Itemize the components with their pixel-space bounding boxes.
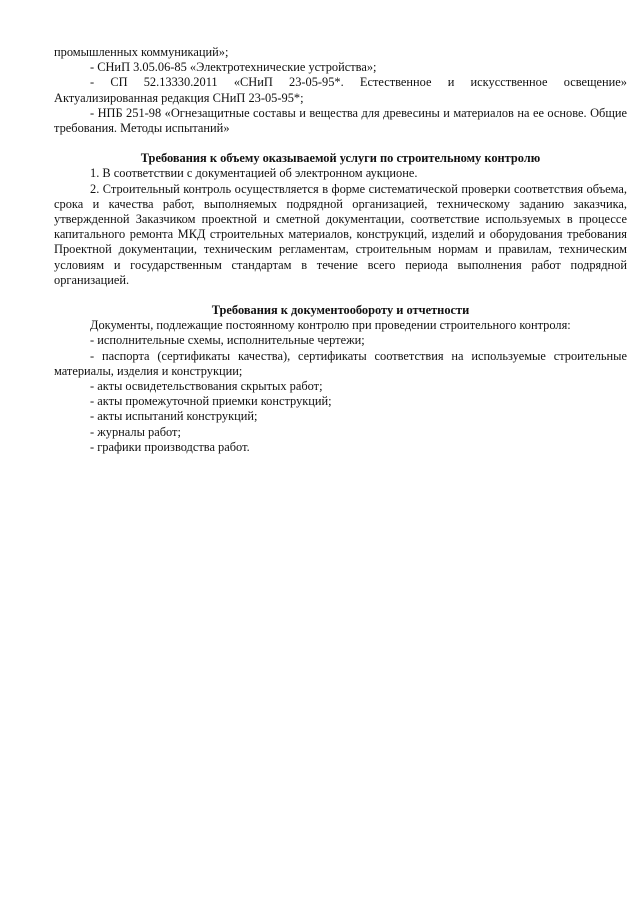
document-page (54, 45, 627, 455)
section-title-scope: Требования к объему оказываемой услуги по строительному контролю (140, 151, 541, 166)
document-list-item: - исполнительные схемы, исполнительные чертежи; (90, 333, 365, 348)
document-list-item: - акты промежуточной приемки конструкций; (90, 394, 332, 409)
scope-paragraph-1: 1. В соответствии с документацией об электронном аукционе. (90, 166, 418, 181)
document-list-item: - графики производства работ. (90, 439, 250, 454)
section-title-documents: Требования к документообороту и отчетности (211, 303, 470, 318)
document-list-item: - паспорта (сертификаты качества), сертификаты соответствия на используемые строительные материалы, изделия и конструкции; (54, 348, 627, 378)
norm-item-snip-3-05-06: - СНиП 3.05.06-85 «Электротехнические устройства»; (90, 60, 377, 75)
documents-intro: Документы, подлежащие постоянному контролю при проведении строительного контроля: (90, 318, 571, 333)
section-spacer (54, 288, 627, 303)
document-list-item: - акты испытаний конструкций; (90, 409, 258, 424)
scope-paragraph-2: 2. Строительный контроль осуществляется в форме систематической проверки соответствия объема, срока и качества работ, выполняемых подрядной организацией, техническому заданию заказчика, утвержденной Заказчиком проектной и сметной документации, соответствие используемых в процессе капитального ремонта МКД строительных материалов, конструкций, изделий и оборудования требования Проектной документации, техническим регламентам, строительным нормам и правилам, техническим условиям и государственным стандартам в течение всего периода выполнения работ подрядной организацией. (54, 181, 627, 287)
document-list-item: - журналы работ; (90, 424, 181, 439)
section-spacer (54, 136, 627, 151)
norm-item-sp-52-13330: - СП 52.13330.2011 «СНиП 23-05-95*. Естественное и искусственное освещение» Актуализированная редакция СНиП 23-05-95*; (54, 75, 627, 105)
intro-continuation-line: промышленных коммуникаций»; (54, 45, 229, 59)
norm-item-npb-251: - НПБ 251-98 «Огнезащитные составы и вещества для древесины и материалов на ее основе. Общие требования. Методы испытаний» (54, 105, 627, 136)
document-list-item: - акты освидетельствования скрытых работ; (90, 379, 323, 394)
